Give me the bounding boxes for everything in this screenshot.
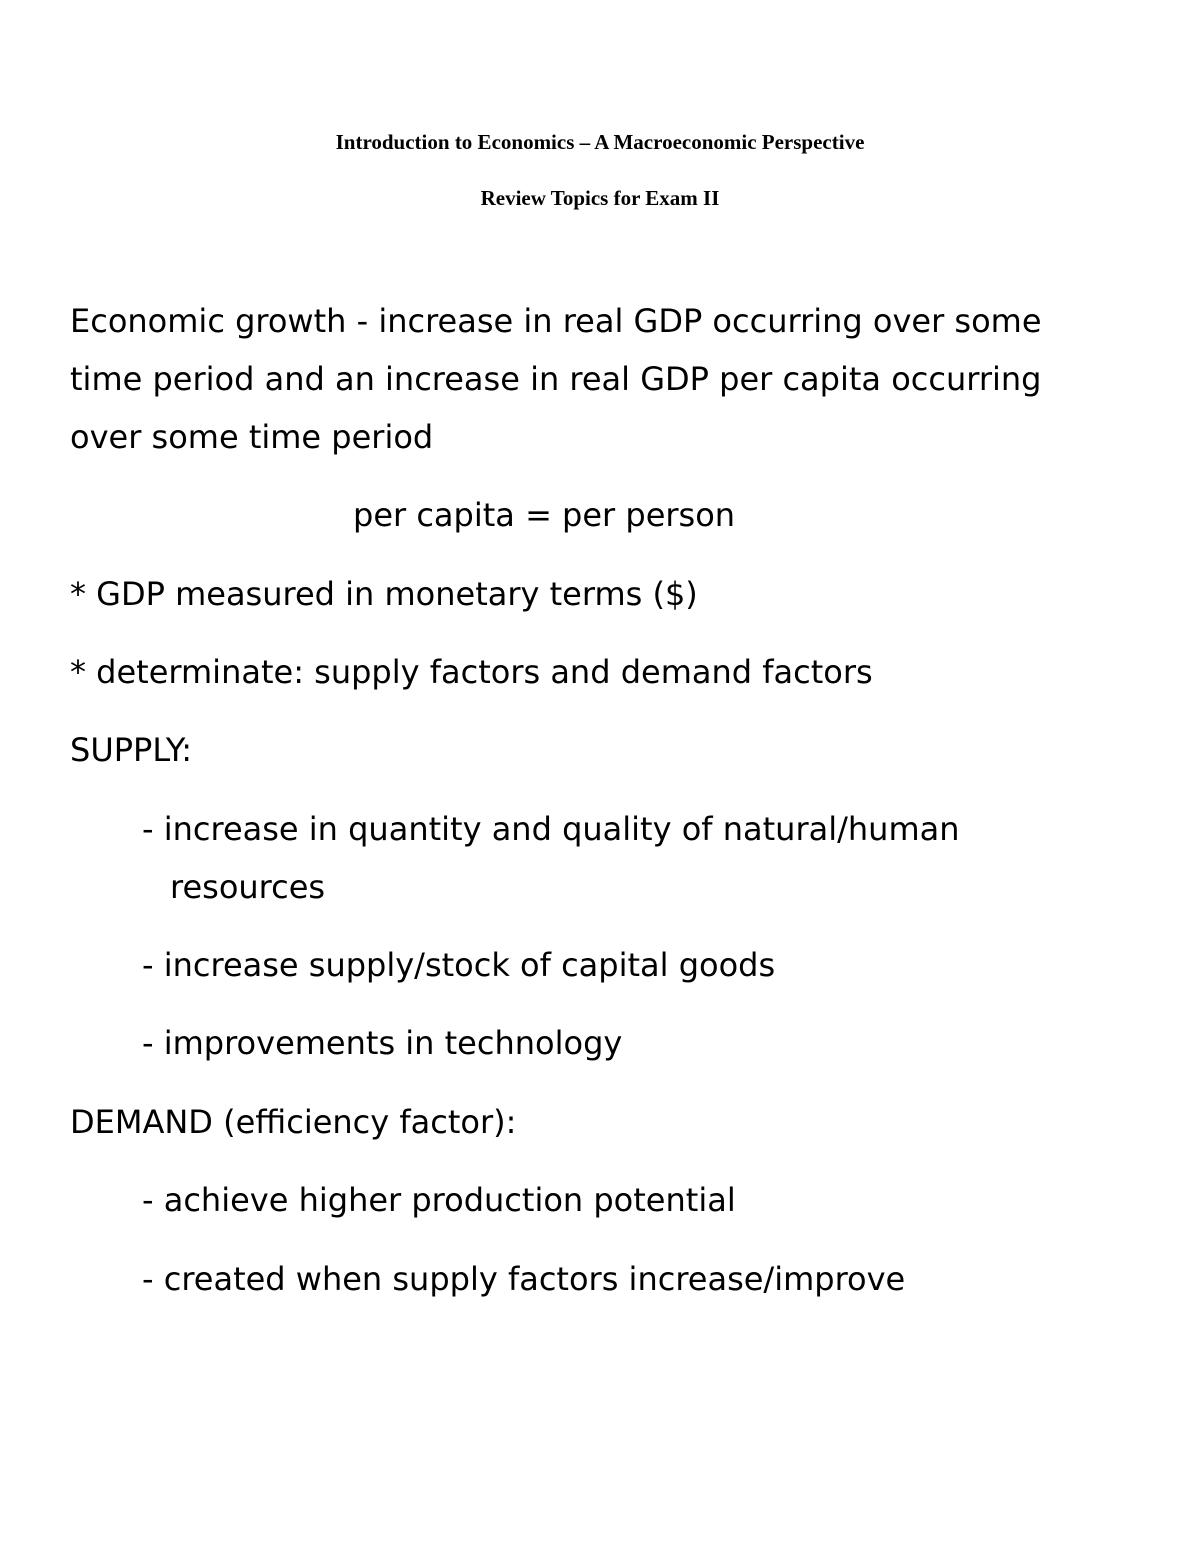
definition-line-2: time period and an increase in real GDP per capita occurring bbox=[70, 360, 1042, 398]
bullet-gdp-monetary: * GDP measured in monetary terms ($) bbox=[70, 575, 698, 613]
definition-line-3: over some time period bbox=[70, 418, 434, 456]
demand-heading: DEMAND (efficiency factor): bbox=[70, 1103, 517, 1141]
supply-item-resources: - increase in quantity and quality of natural/human bbox=[142, 810, 960, 848]
supply-item-technology: - improvements in technology bbox=[142, 1024, 623, 1062]
supply-heading: SUPPLY: bbox=[70, 731, 192, 769]
per-capita-note: per capita = per person bbox=[353, 496, 736, 534]
supply-item-capital: - increase supply/stock of capital goods bbox=[142, 946, 776, 984]
bullet-determinate: * determinate: supply factors and demand factors bbox=[70, 653, 873, 691]
demand-item-created: - created when supply factors increase/improve bbox=[142, 1260, 906, 1298]
document-title: Introduction to Economics – A Macroeconomic Perspective bbox=[335, 130, 865, 154]
document-subtitle: Review Topics for Exam II bbox=[480, 186, 720, 210]
definition-line-1: Economic growth - increase in real GDP occurring over some bbox=[70, 302, 1042, 340]
supply-item-resources-cont: resources bbox=[170, 868, 326, 906]
demand-item-potential: - achieve higher production potential bbox=[142, 1181, 736, 1219]
